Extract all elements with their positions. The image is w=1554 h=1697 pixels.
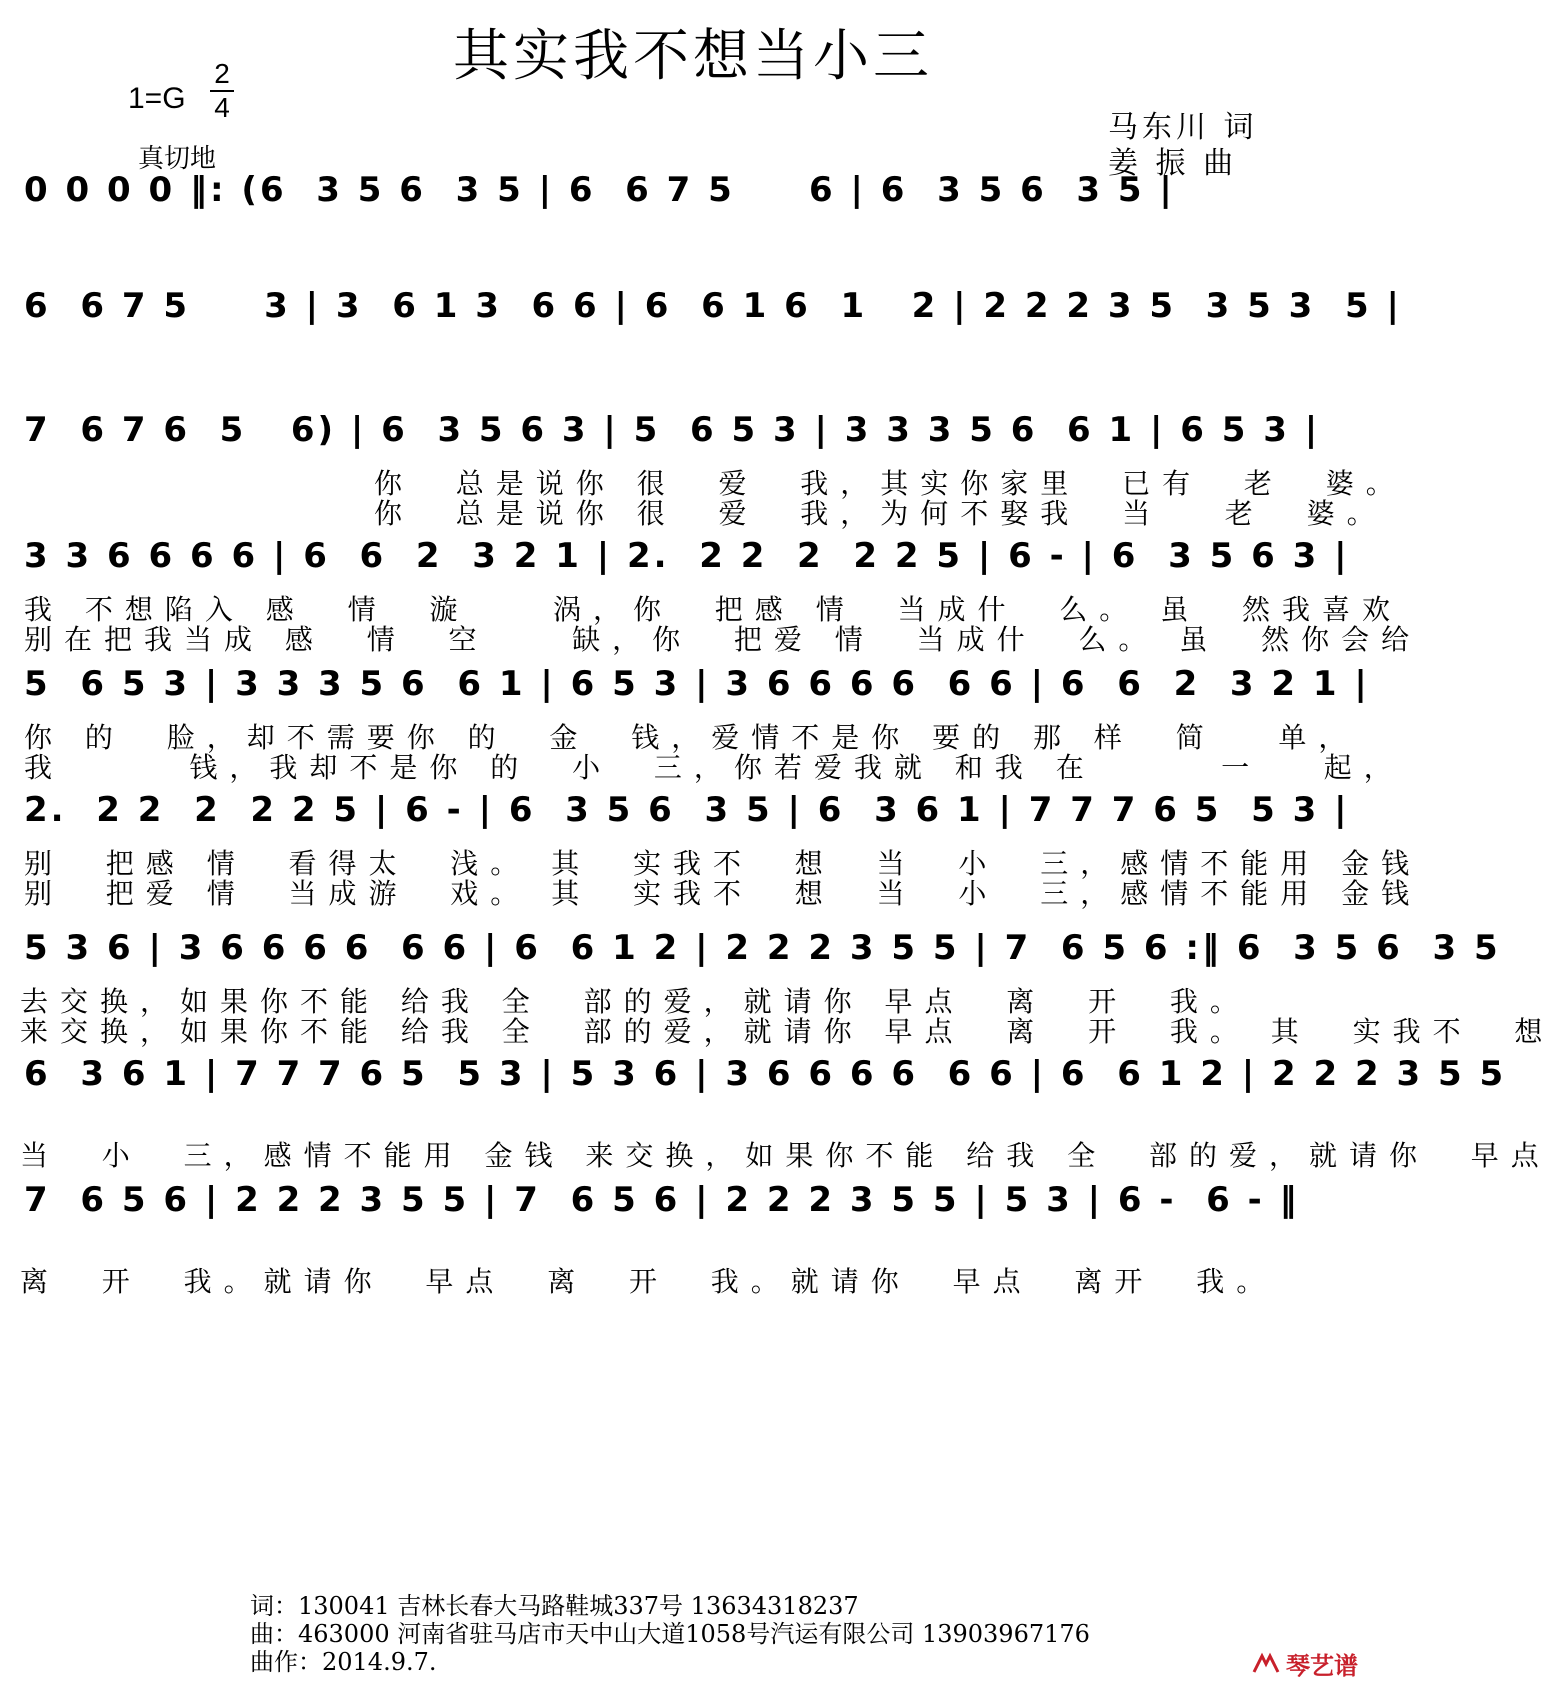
footer-composer-contact: 曲：463000 河南省驻马店市天中山大道1058号汽运有限公司 13903967176	[250, 1620, 1090, 1648]
notation: 3 3 6 6 6 6 | 6 6 2 3 2 1 | 2. 2 2 2 2 2 5 | 6 - | 6 3 5 6 3 |	[24, 536, 1350, 576]
tempo-marking: 真切地	[138, 144, 217, 174]
lyric-verse-1: 你 总是说你 很 爱 我，其实你家里 已有 老 婆。	[374, 467, 1406, 500]
notation: 5 6 5 3 | 3 3 3 5 6 6 1 | 6 5 3 | 3 6 6 6 6 6 6 | 6 6 2 3 2 1 |	[24, 664, 1370, 704]
notation: 6 6 7 5 3 | 3 6 1 3 6 6 | 6 6 1 6 1 2 | 2 2 2 3 5 3 5 3 5 |	[24, 286, 1402, 326]
lyric-verse-1: 去交换，如果你不能 给我 全 部的爱，就请你 早点 离 开 我。	[20, 985, 1250, 1018]
lyric-verse-1: 当 小 三，感情不能用 金钱 来交换，如果你不能 给我 全 部的爱，就请你 早点	[20, 1139, 1551, 1172]
notation: 7 6 5 6 | 2 2 2 3 5 5 | 7 6 5 6 | 2 2 2 3 5 5 | 5 3 | 6 - 6 - ‖	[24, 1180, 1300, 1220]
brand-watermark	[1252, 1646, 1358, 1681]
lyric-verse-2: 别 把爱 情 当成游 戏。 其 实我不 想 当 小 三，感情不能用 金钱	[24, 877, 1422, 910]
lyric-verse-2: 你 总是说你 很 爱 我，为何不娶我 当 老 婆。	[374, 497, 1387, 530]
lyric-verse-2: 来交换，如果你不能 给我 全 部的爱，就请你 早点 离 开 我。 其 实我不 想	[20, 1015, 1554, 1048]
composer-credit: 姜 振 曲	[1108, 146, 1238, 181]
key-signature: 1=G	[128, 82, 186, 115]
page-title: 其实我不想当小三	[453, 24, 933, 89]
lyric-verse-1: 你 的 脸，却不需要你 的 金 钱，爱情不是你 要的 那 样 简 单，	[24, 721, 1359, 754]
lyric-verse-1: 离 开 我。就请你 早点 离 开 我。就请你 早点 离开 我。	[20, 1265, 1277, 1298]
time-signature	[210, 60, 234, 122]
lyric-verse-1: 别 把感 情 看得太 浅。 其 实我不 想 当 小 三，感情不能用 金钱	[24, 847, 1422, 880]
lyric-verse-1: 我 不想陷入 感 情 漩 涡，你 把感 情 当成什 么。 虽 然我喜欢	[24, 593, 1403, 626]
contact-footer	[250, 1592, 1090, 1676]
lyric-verse-2: 别在把我当成 感 情 空 缺，你 把爱 情 当成什 么。 虽 然你会给	[24, 623, 1422, 656]
notation: 7 6 7 6 5 6) | 6 3 5 6 3 | 5 6 5 3 | 3 3 3 5 6 6 1 | 6 5 3 |	[24, 410, 1321, 450]
notation: 5 3 6 | 3 6 6 6 6 6 6 | 6 6 1 2 | 2 2 2 3 5 5 | 7 6 5 6 :‖ 6 3 5 6 3 5	[24, 928, 1501, 968]
notation: 6 3 6 1 | 7 7 7 6 5 5 3 | 5 3 6 | 3 6 6 6 6 6 6 | 6 6 1 2 | 2 2 2 3 5 5	[24, 1054, 1507, 1094]
notation: 2. 2 2 2 2 2 5 | 6 - | 6 3 5 6 3 5 | 6 3 6 1 | 7 7 7 6 5 5 3 |	[24, 790, 1350, 830]
footer-lyricist-contact: 词：130041 吉林长春大马路鞋城337号 13634318237	[250, 1592, 859, 1620]
lyricist-credit: 马东川 词	[1108, 110, 1258, 145]
notation: 0 0 0 0 ‖: (6 3 5 6 3 5 | 6 6 7 5 6 | 6 3 5 6 3 5 |	[24, 170, 1175, 210]
lyric-verse-2: 我 钱，我却不是你 的 小 三，你若爱我就 和我 在 一 起，	[24, 751, 1404, 784]
time-signature-top: 2	[214, 58, 230, 89]
footer-date: 曲作：2014.9.7.	[250, 1648, 437, 1676]
music-logo-icon	[1252, 1652, 1280, 1676]
brand-name: 琴艺谱	[1286, 1652, 1358, 1680]
time-signature-bottom: 4	[214, 92, 230, 123]
